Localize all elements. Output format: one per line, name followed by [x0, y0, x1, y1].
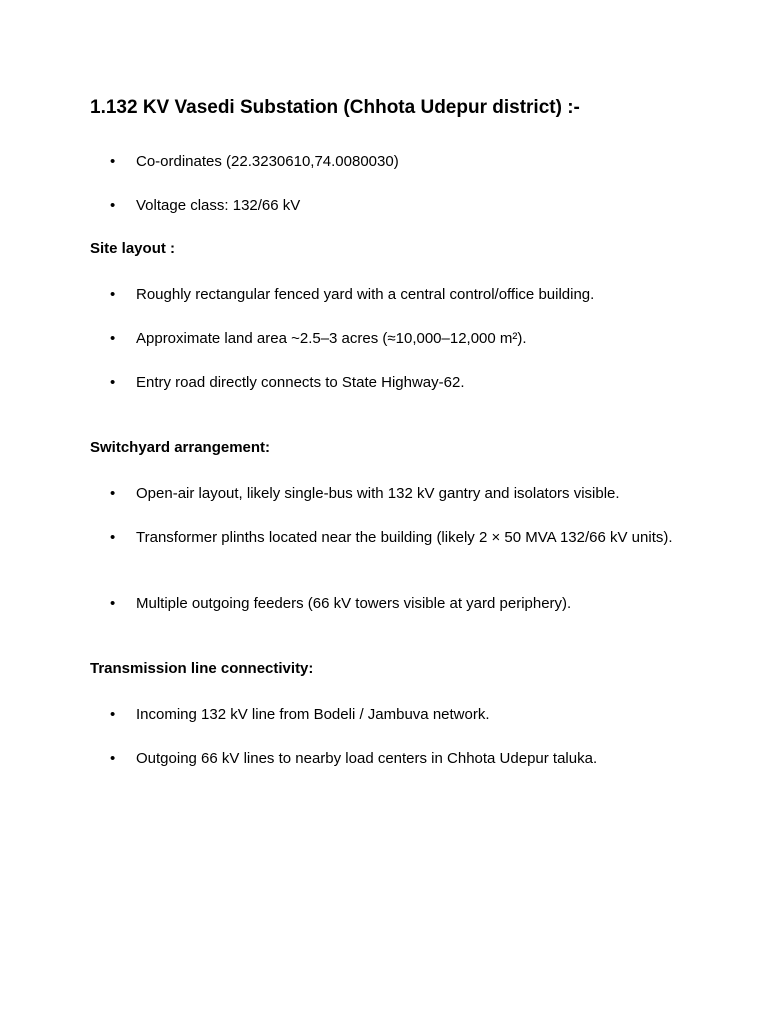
bullet-icon: •	[110, 595, 116, 612]
list-item: • Entry road directly connects to State Highway-62.	[110, 374, 465, 391]
list-item: • Outgoing 66 kV lines to nearby load centers in Chhota Udepur taluka.	[110, 750, 598, 767]
document-title: 1.132 KV Vasedi Substation (Chhota Udepur district) :-	[90, 97, 580, 118]
list-item-coordinates: • Co-ordinates (22.3230610,74.0080030)	[110, 153, 399, 170]
list-item: • Approximate land area ~2.5–3 acres (≈10,000–12,000 m²).	[110, 330, 527, 347]
bullet-icon: •	[110, 529, 116, 546]
bullet-icon: •	[110, 330, 116, 347]
section-heading-site-layout: Site layout :	[90, 240, 176, 257]
list-item: • Transformer plinths located near the building (likely 2 × 50 MVA 132/66 kV units).	[110, 529, 673, 546]
bullet-icon: •	[110, 197, 116, 214]
list-item: • Roughly rectangular fenced yard with a central control/office building.	[110, 286, 595, 303]
bullet-icon: •	[110, 750, 116, 767]
section-heading-transmission: Transmission line connectivity:	[90, 660, 314, 677]
list-item-voltage-class: • Voltage class: 132/66 kV	[110, 197, 301, 214]
bullet-icon: •	[110, 485, 116, 502]
bullet-icon: •	[110, 286, 116, 303]
bullet-icon: •	[110, 374, 116, 391]
list-item: • Multiple outgoing feeders (66 kV towers visible at yard periphery).	[110, 595, 572, 612]
list-item: • Incoming 132 kV line from Bodeli / Jambuva network.	[110, 706, 490, 723]
section-heading-switchyard: Switchyard arrangement:	[90, 439, 271, 456]
bullet-icon: •	[110, 153, 116, 170]
bullet-icon: •	[110, 706, 116, 723]
list-item: • Open-air layout, likely single-bus with 132 kV gantry and isolators visible.	[110, 485, 620, 502]
